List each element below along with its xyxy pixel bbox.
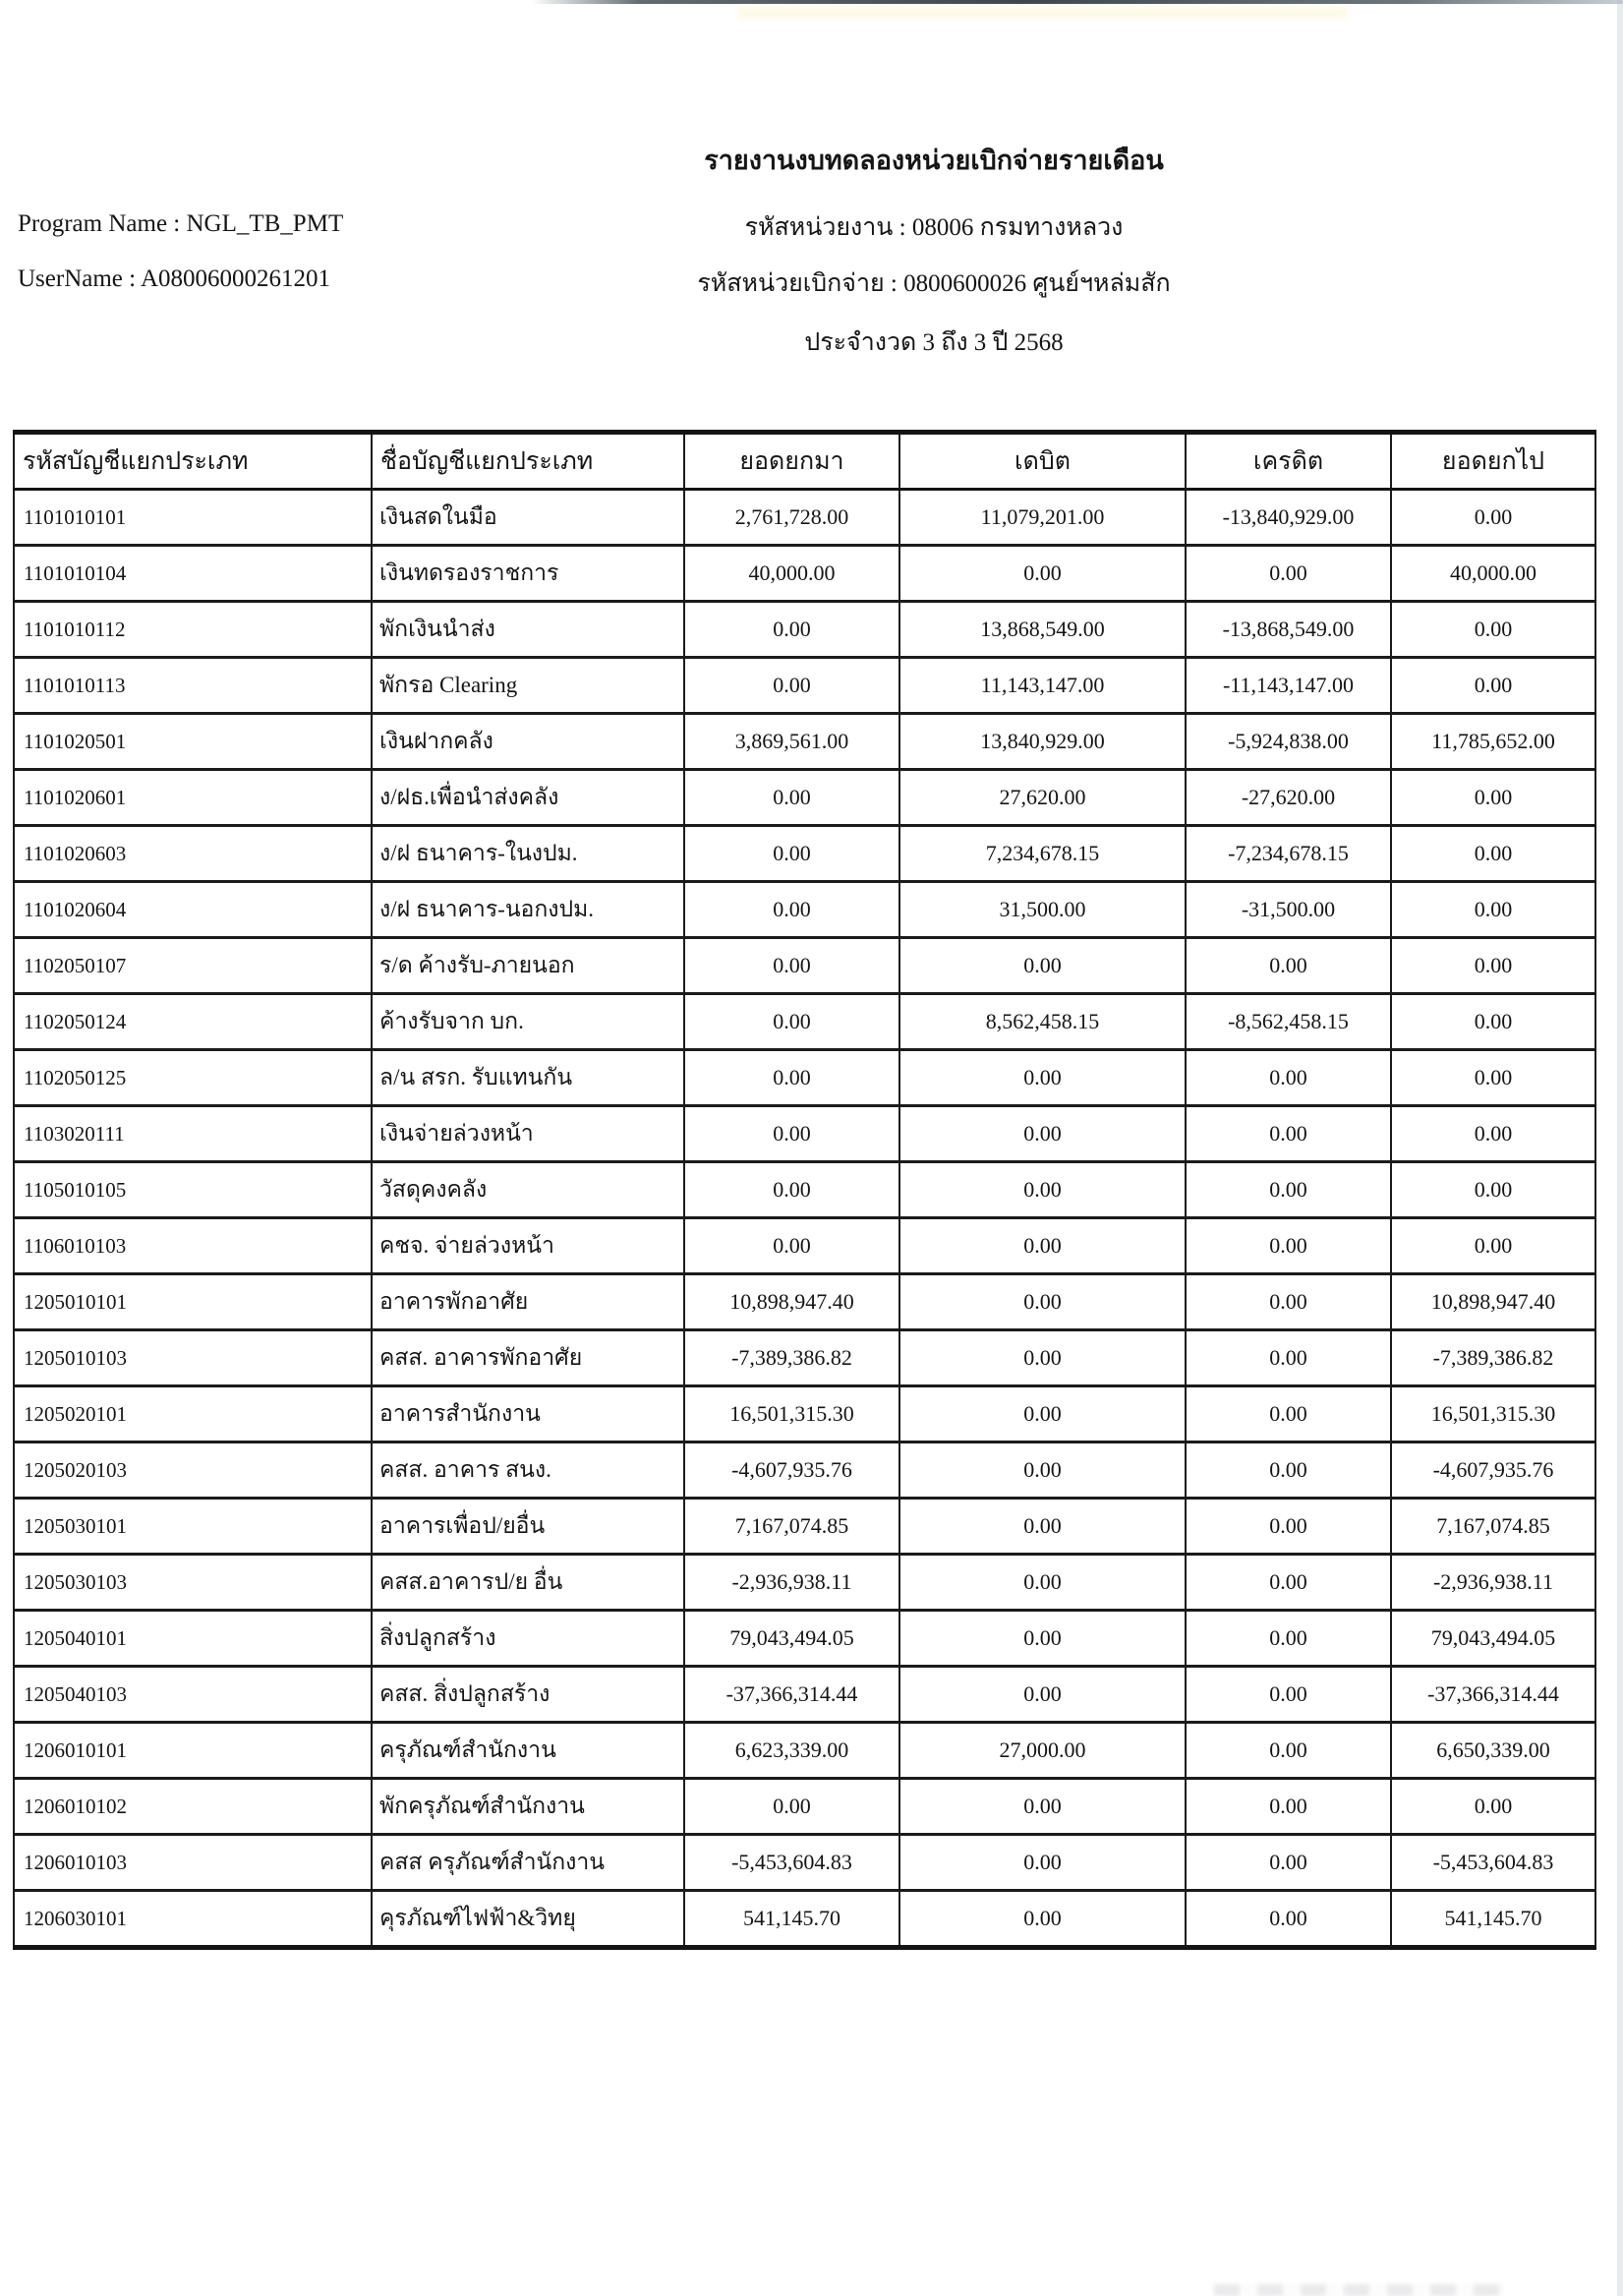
- account-code-cell: 1102050125: [14, 1050, 372, 1106]
- account-name-cell: พักครุภัณฑ์สำนักงาน: [372, 1779, 684, 1835]
- credit-cell: 0.00: [1186, 1050, 1391, 1106]
- agency-code-text: รหัสหน่วยงาน : 08006 กรมทางหลวง: [744, 214, 1124, 241]
- balance-forward-cell: 0.00: [684, 882, 899, 938]
- debit-cell: 7,234,678.15: [899, 826, 1186, 882]
- account-code-cell: 1205030101: [14, 1499, 372, 1555]
- balance-forward-cell: 0.00: [684, 658, 899, 714]
- account-name-cell: คสส.อาคารป/ย อื่น: [372, 1555, 684, 1611]
- account-code-cell: 1206030101: [14, 1891, 372, 1948]
- credit-cell: 0.00: [1186, 1274, 1391, 1330]
- debit-cell: 0.00: [899, 1555, 1186, 1611]
- account-code-cell: 1101010113: [14, 658, 372, 714]
- account-code-cell: 1101010112: [14, 602, 372, 658]
- debit-cell: 31,500.00: [899, 882, 1186, 938]
- account-code-cell: 1206010101: [14, 1723, 372, 1779]
- debit-cell: 0.00: [899, 1218, 1186, 1274]
- credit-cell: -13,868,549.00: [1186, 602, 1391, 658]
- table-row: [14, 1555, 1595, 1611]
- credit-cell: 0.00: [1186, 1723, 1391, 1779]
- credit-cell: -11,143,147.00: [1186, 658, 1391, 714]
- credit-cell: 0.00: [1186, 1330, 1391, 1386]
- account-table-body: [14, 490, 1595, 1948]
- debit-cell: 0.00: [899, 1611, 1186, 1667]
- account-code-cell: 1206010103: [14, 1835, 372, 1891]
- table-header-row: [14, 433, 1595, 490]
- debit-cell: 27,620.00: [899, 770, 1186, 826]
- account-name-cell: ง/ฝ ธนาคาร-ในงปม.: [372, 826, 684, 882]
- table-row: [14, 938, 1595, 994]
- account-code-cell: 1101020603: [14, 826, 372, 882]
- carry-forward-cell: 0.00: [1391, 938, 1595, 994]
- account-code-cell: 1205020101: [14, 1386, 372, 1442]
- debit-cell: 0.00: [899, 1442, 1186, 1499]
- trial-balance-table: [13, 430, 1596, 1950]
- debit-cell: 0.00: [899, 1386, 1186, 1442]
- balance-forward-cell: 0.00: [684, 994, 899, 1050]
- balance-forward-cell: -37,366,314.44: [684, 1667, 899, 1723]
- carry-forward-cell: 0.00: [1391, 1050, 1595, 1106]
- table-row: [14, 1723, 1595, 1779]
- debit-cell: 0.00: [899, 1499, 1186, 1555]
- credit-cell: 0.00: [1186, 1386, 1391, 1442]
- table-row: [14, 1835, 1595, 1891]
- disbursement-unit-text: รหัสหน่วยเบิกจ่าย : 0800600026 ศูนย์ฯหล่มสัก: [697, 270, 1171, 297]
- debit-cell: 0.00: [899, 1330, 1186, 1386]
- carry-forward-cell: -2,936,938.11: [1391, 1555, 1595, 1611]
- carry-forward-cell: 0.00: [1391, 994, 1595, 1050]
- table-row: [14, 1106, 1595, 1162]
- account-name-cell: เงินจ่ายล่วงหน้า: [372, 1106, 684, 1162]
- balance-forward-cell: 10,898,947.40: [684, 1274, 899, 1330]
- account-code-cell: 1101020501: [14, 714, 372, 770]
- balance-forward-cell: 2,761,728.00: [684, 490, 899, 546]
- balance-forward-cell: 40,000.00: [684, 546, 899, 602]
- carry-forward-cell: 11,785,652.00: [1391, 714, 1595, 770]
- account-code-cell: 1206010102: [14, 1779, 372, 1835]
- account-name-cell: พักเงินนำส่ง: [372, 602, 684, 658]
- balance-forward-cell: 0.00: [684, 826, 899, 882]
- account-name-cell: ง/ฝ ธนาคาร-นอกงปม.: [372, 882, 684, 938]
- credit-cell: -8,562,458.15: [1186, 994, 1391, 1050]
- debit-cell: 0.00: [899, 1779, 1186, 1835]
- carry-forward-cell: 0.00: [1391, 658, 1595, 714]
- debit-cell: 0.00: [899, 1667, 1186, 1723]
- table-row: [14, 1330, 1595, 1386]
- carry-forward-cell: 40,000.00: [1391, 546, 1595, 602]
- credit-cell: 0.00: [1186, 1162, 1391, 1218]
- account-code-cell: 1101020604: [14, 882, 372, 938]
- credit-cell: -27,620.00: [1186, 770, 1391, 826]
- user-name-text: UserName : A08006000261201: [18, 265, 331, 292]
- table-row: [14, 994, 1595, 1050]
- debit-cell: 11,079,201.00: [899, 490, 1186, 546]
- account-name-cell: คสส. สิ่งปลูกสร้าง: [372, 1667, 684, 1723]
- carry-forward-cell: -5,453,604.83: [1391, 1835, 1595, 1891]
- carry-forward-cell: 0.00: [1391, 826, 1595, 882]
- table-row: [14, 602, 1595, 658]
- table-row: [14, 1386, 1595, 1442]
- credit-cell: -31,500.00: [1186, 882, 1391, 938]
- account-code-cell: 1205010101: [14, 1274, 372, 1330]
- table-row: [14, 546, 1595, 602]
- table-row: [14, 882, 1595, 938]
- credit-cell: 0.00: [1186, 1891, 1391, 1948]
- account-code-cell: 1205040101: [14, 1611, 372, 1667]
- table-row: [14, 1611, 1595, 1667]
- scan-artifact-right-edge: [1617, 0, 1623, 2296]
- carry-forward-cell: 0.00: [1391, 1779, 1595, 1835]
- balance-forward-cell: 79,043,494.05: [684, 1611, 899, 1667]
- account-name-cell: อาคารพักอาศัย: [372, 1274, 684, 1330]
- account-name-cell: ค้างรับจาก บก.: [372, 994, 684, 1050]
- credit-cell: -7,234,678.15: [1186, 826, 1391, 882]
- credit-cell: 0.00: [1186, 1555, 1391, 1611]
- account-code-cell: 1205010103: [14, 1330, 372, 1386]
- debit-cell: 0.00: [899, 1835, 1186, 1891]
- account-code-cell: 1102050124: [14, 994, 372, 1050]
- scan-artifact-top-line: [531, 0, 1623, 4]
- debit-cell: 0.00: [899, 1106, 1186, 1162]
- balance-forward-cell: 3,869,561.00: [684, 714, 899, 770]
- table-row: [14, 714, 1595, 770]
- balance-forward-cell: 0.00: [684, 602, 899, 658]
- scan-artifact-yellow-tint: [737, 7, 1347, 19]
- account-name-cell: ง/ฝธ.เพื่อนำส่งคลัง: [372, 770, 684, 826]
- carry-forward-cell: -7,389,386.82: [1391, 1330, 1595, 1386]
- debit-cell: 13,840,929.00: [899, 714, 1186, 770]
- table-row: [14, 1218, 1595, 1274]
- table-row: [14, 1891, 1595, 1948]
- header-balance-forward: ยอดยกมา: [684, 433, 899, 490]
- carry-forward-cell: 10,898,947.40: [1391, 1274, 1595, 1330]
- debit-cell: 0.00: [899, 1162, 1186, 1218]
- balance-forward-cell: -7,389,386.82: [684, 1330, 899, 1386]
- credit-cell: 0.00: [1186, 546, 1391, 602]
- account-name-cell: อาคารสำนักงาน: [372, 1386, 684, 1442]
- account-code-cell: 1101020601: [14, 770, 372, 826]
- balance-forward-cell: 7,167,074.85: [684, 1499, 899, 1555]
- table-row: [14, 1499, 1595, 1555]
- balance-forward-cell: 16,501,315.30: [684, 1386, 899, 1442]
- carry-forward-cell: 0.00: [1391, 602, 1595, 658]
- balance-forward-cell: -5,453,604.83: [684, 1835, 899, 1891]
- carry-forward-cell: 16,501,315.30: [1391, 1386, 1595, 1442]
- scan-artifact-bottom-smudge: [1214, 2284, 1504, 2296]
- account-name-cell: ครุภัณฑ์สำนักงาน: [372, 1723, 684, 1779]
- credit-cell: 0.00: [1186, 1835, 1391, 1891]
- balance-forward-cell: 0.00: [684, 1106, 899, 1162]
- debit-cell: 11,143,147.00: [899, 658, 1186, 714]
- report-title: รายงานงบทดลองหน่วยเบิกจ่ายรายเดือน: [704, 146, 1164, 175]
- account-name-cell: สิ่งปลูกสร้าง: [372, 1611, 684, 1667]
- carry-forward-cell: 6,650,339.00: [1391, 1723, 1595, 1779]
- account-code-cell: 1205020103: [14, 1442, 372, 1499]
- balance-forward-cell: 0.00: [684, 1779, 899, 1835]
- credit-cell: 0.00: [1186, 1667, 1391, 1723]
- balance-forward-cell: -4,607,935.76: [684, 1442, 899, 1499]
- account-name-cell: เงินฝากคลัง: [372, 714, 684, 770]
- account-code-cell: 1103020111: [14, 1106, 372, 1162]
- table-row: [14, 826, 1595, 882]
- table-row: [14, 770, 1595, 826]
- table-row: [14, 1442, 1595, 1499]
- program-name-text: Program Name : NGL_TB_PMT: [18, 210, 344, 237]
- credit-cell: 0.00: [1186, 1499, 1391, 1555]
- table-row: [14, 1050, 1595, 1106]
- header-credit: เครดิต: [1186, 433, 1391, 490]
- account-name-cell: คุรภัณฑ์ไฟฟ้า&วิทยุ: [372, 1891, 684, 1948]
- carry-forward-cell: 0.00: [1391, 1106, 1595, 1162]
- account-code-cell: 1102050107: [14, 938, 372, 994]
- header-carry-forward: ยอดยกไป: [1391, 433, 1595, 490]
- balance-forward-cell: -2,936,938.11: [684, 1555, 899, 1611]
- credit-cell: 0.00: [1186, 1106, 1391, 1162]
- balance-forward-cell: 541,145.70: [684, 1891, 899, 1948]
- account-code-cell: 1101010104: [14, 546, 372, 602]
- debit-cell: 27,000.00: [899, 1723, 1186, 1779]
- carry-forward-cell: 0.00: [1391, 1162, 1595, 1218]
- table-row: [14, 490, 1595, 546]
- balance-forward-cell: 0.00: [684, 1050, 899, 1106]
- carry-forward-cell: 0.00: [1391, 490, 1595, 546]
- account-name-cell: คสส. อาคารพักอาศัย: [372, 1330, 684, 1386]
- balance-forward-cell: 0.00: [684, 938, 899, 994]
- table-row: [14, 1162, 1595, 1218]
- carry-forward-cell: -4,607,935.76: [1391, 1442, 1595, 1499]
- debit-cell: 0.00: [899, 938, 1186, 994]
- table-row: [14, 1779, 1595, 1835]
- account-name-cell: คสส. อาคาร สนง.: [372, 1442, 684, 1499]
- period-text: ประจำงวด 3 ถึง 3 ปี 2568: [804, 329, 1064, 356]
- credit-cell: 0.00: [1186, 1218, 1391, 1274]
- balance-forward-cell: 0.00: [684, 770, 899, 826]
- debit-cell: 13,868,549.00: [899, 602, 1186, 658]
- carry-forward-cell: 7,167,074.85: [1391, 1499, 1595, 1555]
- header-debit: เดบิต: [899, 433, 1186, 490]
- account-name-cell: คสส ครุภัณฑ์สำนักงาน: [372, 1835, 684, 1891]
- carry-forward-cell: 541,145.70: [1391, 1891, 1595, 1948]
- carry-forward-cell: 79,043,494.05: [1391, 1611, 1595, 1667]
- balance-forward-cell: 0.00: [684, 1162, 899, 1218]
- debit-cell: 8,562,458.15: [899, 994, 1186, 1050]
- debit-cell: 0.00: [899, 546, 1186, 602]
- credit-cell: 0.00: [1186, 1442, 1391, 1499]
- table-row: [14, 658, 1595, 714]
- account-code-cell: 1205030103: [14, 1555, 372, 1611]
- credit-cell: -13,840,929.00: [1186, 490, 1391, 546]
- account-name-cell: อาคารเพื่อป/ยอื่น: [372, 1499, 684, 1555]
- debit-cell: 0.00: [899, 1050, 1186, 1106]
- table-row: [14, 1274, 1595, 1330]
- balance-forward-cell: 6,623,339.00: [684, 1723, 899, 1779]
- account-code-cell: 1105010105: [14, 1162, 372, 1218]
- account-code-cell: 1101010101: [14, 490, 372, 546]
- credit-cell: 0.00: [1186, 938, 1391, 994]
- credit-cell: 0.00: [1186, 1611, 1391, 1667]
- account-name-cell: คชจ. จ่ายล่วงหน้า: [372, 1218, 684, 1274]
- account-name-cell: ร/ด ค้างรับ-ภายนอก: [372, 938, 684, 994]
- account-name-cell: เงินทดรองราชการ: [372, 546, 684, 602]
- trial-balance-table-container: [13, 430, 1596, 1950]
- table-row: [14, 1667, 1595, 1723]
- header-account-name: ชื่อบัญชีแยกประเภท: [372, 433, 684, 490]
- credit-cell: 0.00: [1186, 1779, 1391, 1835]
- credit-cell: -5,924,838.00: [1186, 714, 1391, 770]
- carry-forward-cell: -37,366,314.44: [1391, 1667, 1595, 1723]
- account-name-cell: เงินสดในมือ: [372, 490, 684, 546]
- carry-forward-cell: 0.00: [1391, 770, 1595, 826]
- carry-forward-cell: 0.00: [1391, 1218, 1595, 1274]
- account-code-cell: 1205040103: [14, 1667, 372, 1723]
- header-account-code: รหัสบัญชีแยกประเภท: [14, 433, 372, 490]
- balance-forward-cell: 0.00: [684, 1218, 899, 1274]
- debit-cell: 0.00: [899, 1274, 1186, 1330]
- account-name-cell: วัสดุคงคลัง: [372, 1162, 684, 1218]
- account-code-cell: 1106010103: [14, 1218, 372, 1274]
- carry-forward-cell: 0.00: [1391, 882, 1595, 938]
- account-name-cell: ล/น สรก. รับแทนกัน: [372, 1050, 684, 1106]
- debit-cell: 0.00: [899, 1891, 1186, 1948]
- account-name-cell: พักรอ Clearing: [372, 658, 684, 714]
